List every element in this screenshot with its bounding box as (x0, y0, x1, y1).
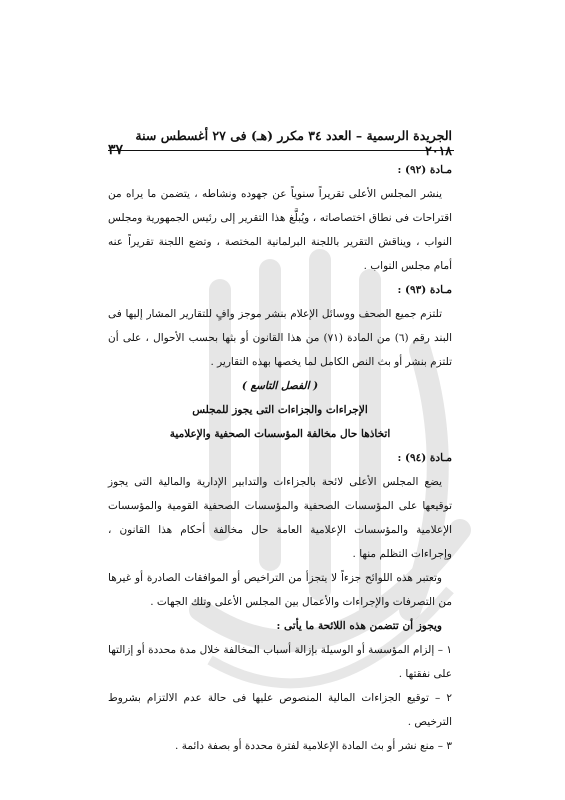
document-body (108, 158, 452, 758)
chapter-subtitle-2: اتخاذها حال مخالفة المؤسسات الصحفية والإعلامية (169, 428, 391, 440)
list-item-1: ١ – إلزام المؤسسة أو الوسيلة بإزالة أسباب المخالفة خلال مدة محددة أو إزالتها على نفقتها . (108, 644, 452, 680)
article-94-text-3: ويجوز أن تتضمن هذه اللائحة ما يأتى : (276, 620, 442, 632)
header-divider (108, 150, 454, 151)
page-number: ٣٧ (108, 142, 124, 158)
chapter-subtitle-1: الإجراءات والجزاءات التى يجوز للمجلس (192, 404, 368, 416)
article-94-text-2: وتعتبر هذه اللوائح جزءاً لا يتجزأ من التراخيص أو الموافقات الصادرة أو غيرها من التصرفات والإجراءات والأعمال بين المجلس الأعلى وتلك الجهات . (108, 572, 452, 608)
header-title: الجريدة الرسمية – العدد ٣٤ مكرر (هـ) فى ٢٧ أغسطس سنة ٢٠١٨ (135, 128, 452, 158)
chapter-title: ( الفصل التاسع ) (241, 380, 319, 392)
article-94-text-1: يضع المجلس الأعلى لائحة بالجزاءات والتدابير الإدارية والمالية التى يجوز توقيعها على المؤسسات الصحفية والمؤسسات الصحفية القومية والمؤسسات الإعلامية والمؤسسات الإعلامية العامة حال مخالفة أحكام هذا القانون ، وإجراءات التظلم منها . (108, 476, 452, 560)
page-header (108, 128, 452, 158)
list-item-2: ٢ – توقيع الجزاءات المالية المنصوص عليها فى حالة عدم الالتزام بشروط الترخيص . (108, 692, 452, 728)
article-93-title: مـادة (٩٣) : (397, 284, 452, 296)
article-94-title: مـادة (٩٤) : (397, 452, 452, 464)
article-92-title: مـادة (٩٢) : (397, 164, 452, 176)
article-93-text: تلتزم جميع الصحف ووسائل الإعلام بنشر موجز وافٍ للتقارير المشار إليها فى البند رقم (٦) من المادة (٧١) من هذا القانون أو بثها بحسب الأحوال ، على أن تلتزم بنشر أو بث النص الكامل لما يخصها بهذه التقارير . (108, 308, 452, 368)
article-92-text: ينشر المجلس الأعلى تقريراً سنوياً عن جهوده ونشاطه ، يتضمن ما يراه من اقتراحات فى نطاق اختصاصاته ، ويُبلَّغ هذا التقرير إلى رئيس الجمهورية ومجلس النواب ، ويناقش التقرير باللجنة البرلمانية المختصة ، وتضع اللجنة تقريراً عنه أمام مجلس النواب . (108, 188, 452, 272)
list-item-3: ٣ – منع نشر أو بث المادة الإعلامية لفترة محددة أو بصفة دائمة . (175, 740, 452, 752)
